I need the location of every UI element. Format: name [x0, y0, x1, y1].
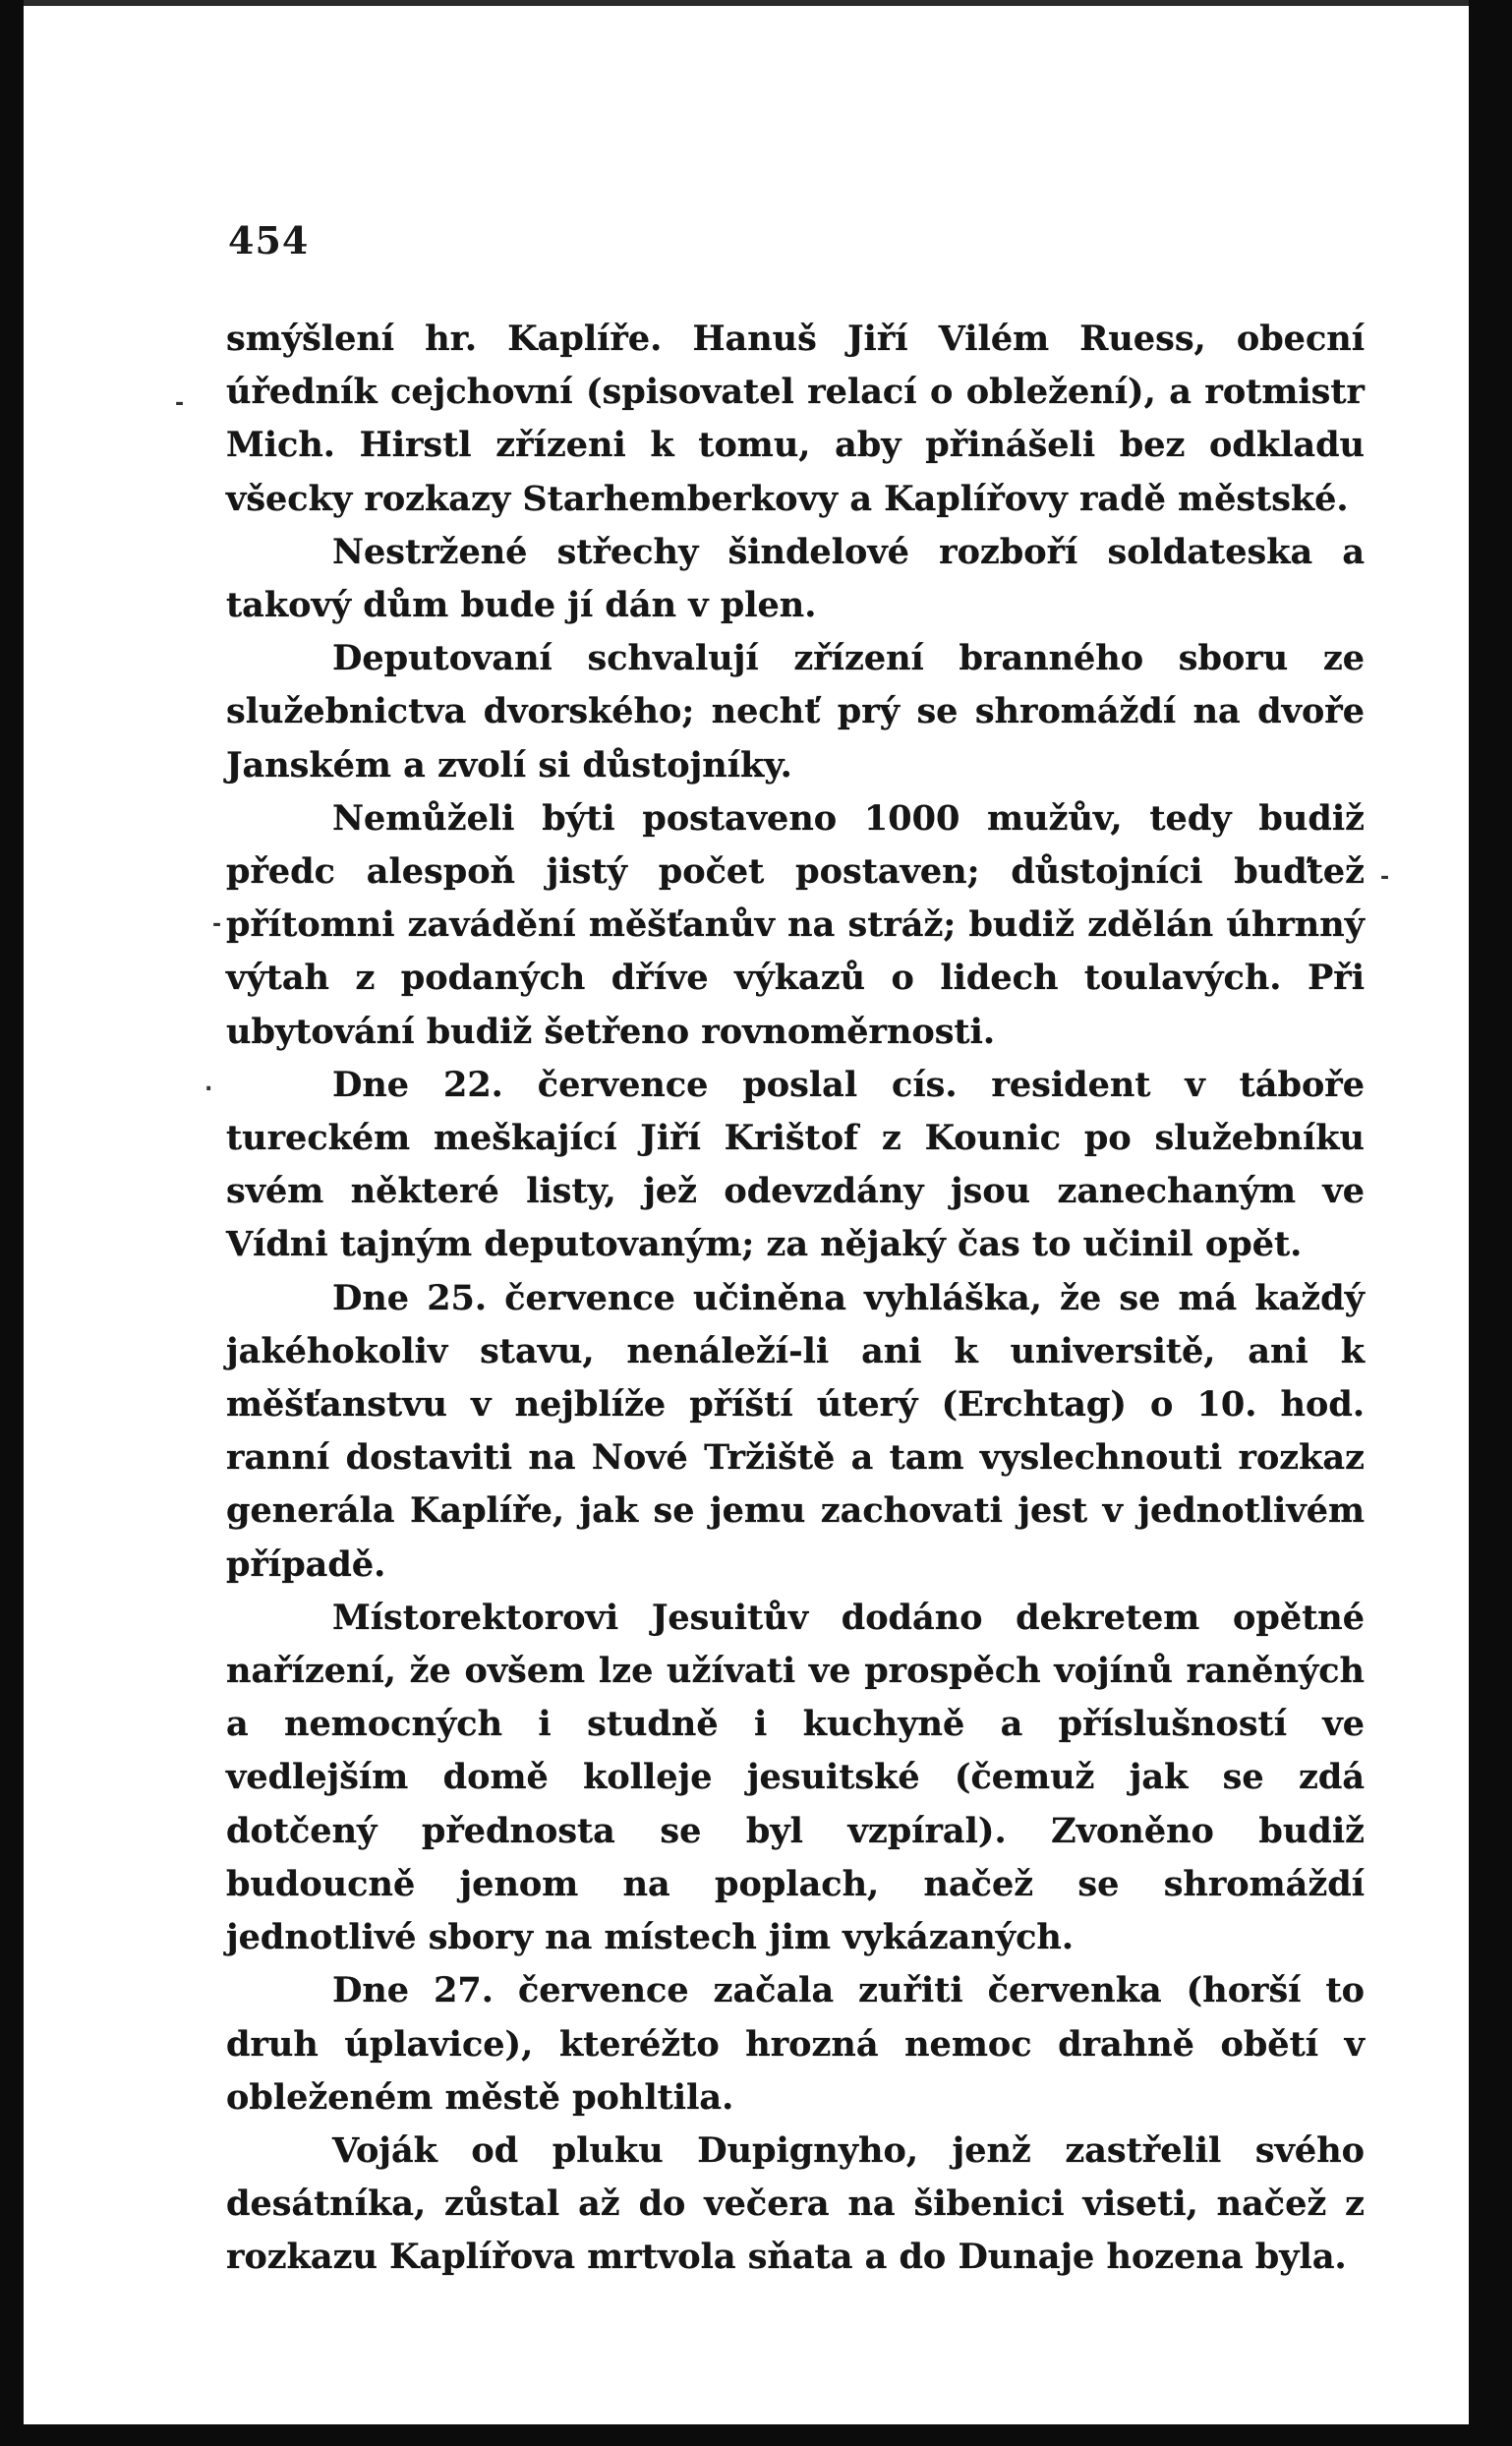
margin-dash-mark: -: [212, 912, 222, 937]
scan-left-edge: [0, 0, 24, 2446]
scan-bottom-edge: [0, 2424, 1512, 2446]
margin-dash-mark: -: [1380, 865, 1390, 890]
paragraph-7: Místorektorovi Jesuitův dodáno dekretem opětné nařízení, že ovšem lze užívati ve prospěch vojínů raněných a nemocných i studně i kuchyně a příslušností ve vedlejším domě kolleje jesuitské (čemuž jak se zdá dotčený přednosta se byl vzpíral). Zvoněno budiž budoucně jenom na poplach, načež se shromáždí jednotlivé sbory na místech jim vykázaných.: [226, 1597, 1365, 1958]
paragraph-9: Voják od pluku Dupignyho, jenž zastřelil svého desátníka, zůstal až do večera na šibenici viseti, načež z rozkazu Kaplířova mrtvola sňata a do Dunaje hozena byla.: [226, 2129, 1365, 2278]
page-number: 454: [228, 218, 310, 262]
paragraph-2: Nestržené střechy šindelové rozboří soldateska a takový dům bude jí dán v plen.: [226, 531, 1365, 626]
scan-right-edge: [1469, 0, 1512, 2446]
paragraph-4: Nemůželi býti postaveno 1000 mužův, tedy budiž předc alespoň jistý počet postaven; důstojníci buďtež přítomni zavádění měšťanův na stráž; budiž zdělán úhrnný výtah z podaných dříve výkazů o lidech toulavých. Při ubytování budiž šetřeno rovnoměrnosti.: [226, 797, 1365, 1052]
paragraph-3: Deputovaní schvalují zřízení branného sboru ze služebnictva dvorského; nechť prý se shromáždí na dvoře Janském a zvolí si důstojníky.: [226, 638, 1365, 786]
paragraph-6: Dne 25. července učiněna vyhláška, že se má každý jakéhokoliv stavu, nenáleží-li ani k universitě, ani k měšťanstvu v nejblíže příští úterý (Erchtag) o 10. hod. ranní dostaviti na Nové Tržiště a tam vyslechnouti rozkaz generála Kaplíře, jak se jemu zachovati jest v jednotlivém případě.: [226, 1277, 1365, 1585]
paragraph-1: smýšlení hr. Kaplíře. Hanuš Jiří Vilém Ruess, obecní úředník cejchovní (spisovatel relací o obležení), a rotmistr Mich. Hirstl zřízeni k tomu, aby přinášeli bez odkladu všecky rozkazy Starhemberkovy a Kaplířovy radě městské.: [226, 319, 1365, 519]
paragraph-8: Dne 27. července začala zuřiti červenka (horší to druh úplavice), kteréžto hrozná nemoc drahně obětí v obleženém městě pohltila.: [226, 1970, 1365, 2118]
body-text: [226, 313, 1365, 2285]
margin-dot-mark: .: [204, 1072, 213, 1096]
scan-top-edge: [0, 0, 1512, 6]
margin-dash-mark: -: [175, 391, 185, 416]
paragraph-5: Dne 22. července poslal cís. resident v táboře tureckém meškající Jiří Krištof z Kounic po služebníku svém některé listy, jež odevzdány jsou zanechaným ve Vídni tajným deputovaným; za nějaký čas to učinil opět.: [226, 1064, 1365, 1265]
